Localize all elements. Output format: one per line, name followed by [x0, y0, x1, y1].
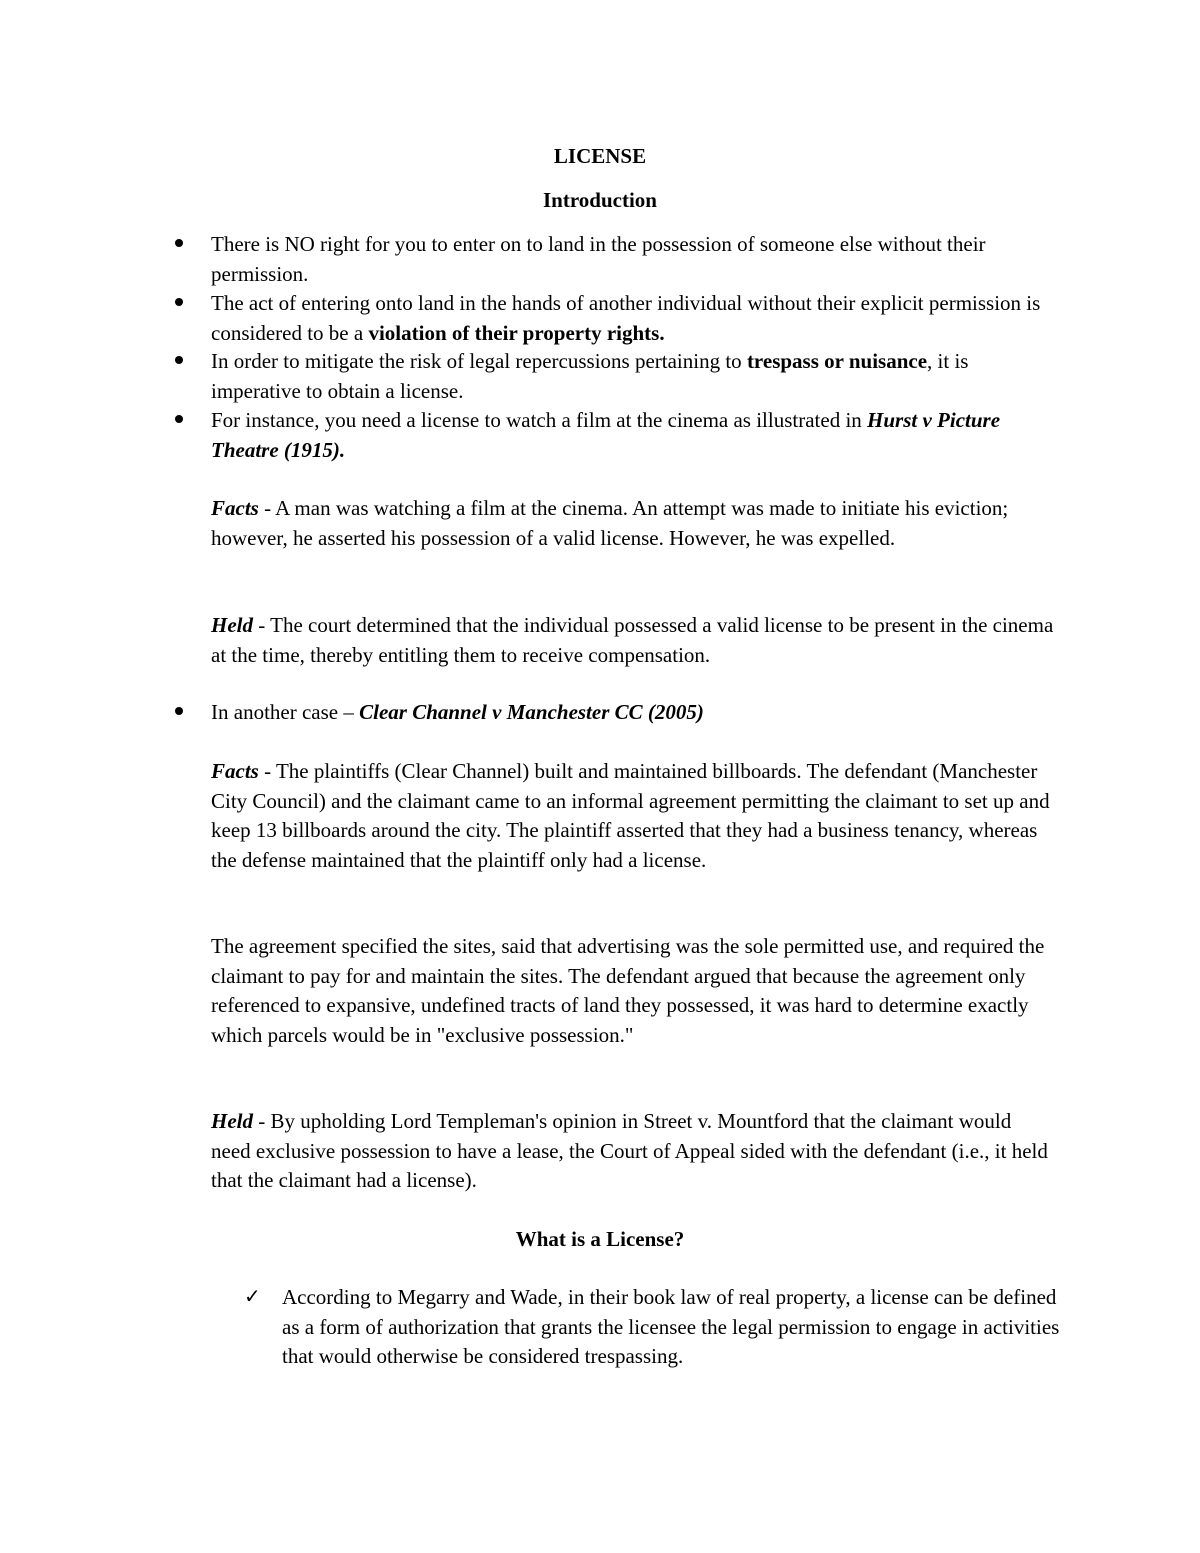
section-heading-introduction: Introduction — [543, 188, 657, 212]
facts-text: - The plaintiffs (Clear Channel) built and maintained billboards. The defendant (Manchester City Council) and the claimant came to an informal agreement permitting the claimant to set up and keep 13 billboards around the city. The plaintiff asserted that they had a business tenancy, whereas the defense maintained that the plaintiff only had a license. — [211, 759, 1050, 872]
section-heading-what-is-license: What is a License? — [515, 1227, 685, 1251]
facts-text: - A man was watching a film at the cinema. An attempt was made to initiate his eviction; however, he asserted his possession of a valid license. However, he was expelled. — [211, 496, 1009, 550]
clear-channel-facts — [211, 757, 1056, 875]
held-label: Held — [211, 1109, 253, 1133]
bold-phrase: violation of their property rights. — [368, 320, 665, 345]
bullet-item-mitigate — [211, 347, 1051, 406]
document-title: LICENSE — [553, 144, 647, 168]
hurst-held — [211, 611, 1061, 670]
case-citation: Hurst v Picture Theatre (1915). — [211, 408, 1001, 462]
held-text: - By upholding Lord Templeman's opinion in Street v. Mountford that the claimant would need exclusive possession to have a lease, the Court of Appeal sided with the defendant (i.e., it held that the claimant had a license). — [211, 1109, 1048, 1192]
bullet-item-no-right — [211, 230, 1041, 289]
bullet-dot-icon — [172, 408, 186, 422]
bullet-dot-icon — [172, 349, 186, 363]
bullet-text: , it is imperative to obtain a license. — [211, 349, 969, 403]
checkmark-icon: ✓ — [244, 1284, 261, 1308]
clear-channel-held — [211, 1107, 1051, 1196]
bullet-text: For instance, you need a license to watch a film at the cinema as illustrated in — [211, 408, 868, 432]
case-citation: Clear Channel v Manchester CC (2005) — [359, 700, 704, 724]
hurst-facts — [211, 494, 1031, 553]
facts-label: Facts — [211, 759, 259, 783]
definition-item — [282, 1283, 1062, 1372]
definition-text: According to Megarry and Wade, in their book law of real property, a license can be defined as a form of authorization that grants the licensee the legal permission to engage in activities that would otherwise be considered trespassing. — [282, 1285, 1060, 1368]
bullet-item-another-case — [211, 698, 1061, 728]
bullet-item-violation — [211, 289, 1041, 348]
held-label: Held — [211, 613, 253, 637]
bullet-dot-icon — [172, 700, 186, 714]
bullet-dot-icon — [172, 232, 186, 246]
clear-channel-agreement — [211, 932, 1063, 1050]
facts-label: Facts — [211, 496, 259, 520]
bold-phrase: trespass or nuisance — [746, 349, 928, 373]
bullet-text: In order to mitigate the risk of legal repercussions pertaining to — [211, 349, 747, 373]
bullet-text: There is NO right for you to enter on to land in the possession of someone else without their permission. — [211, 232, 986, 286]
bullet-dot-icon — [172, 291, 186, 305]
bullet-text: The act of entering onto land in the hands of another individual without their explicit permission is considered to be a — [211, 291, 1041, 345]
held-text: - The court determined that the individual possessed a valid license to be present in the cinema at the time, thereby entitling them to receive compensation. — [211, 613, 1054, 667]
bullet-text: In another case – — [211, 700, 360, 724]
agreement-text: The agreement specified the sites, said that advertising was the sole permitted use, and required the claimant to pay for and maintain the sites. The defendant argued that because the agreement only referenced to expansive, undefined tracts of land they possessed, it was hard to determine exactly which parcels would be in "exclusive possession." — [211, 934, 1045, 1047]
bullet-item-instance — [211, 406, 1041, 465]
